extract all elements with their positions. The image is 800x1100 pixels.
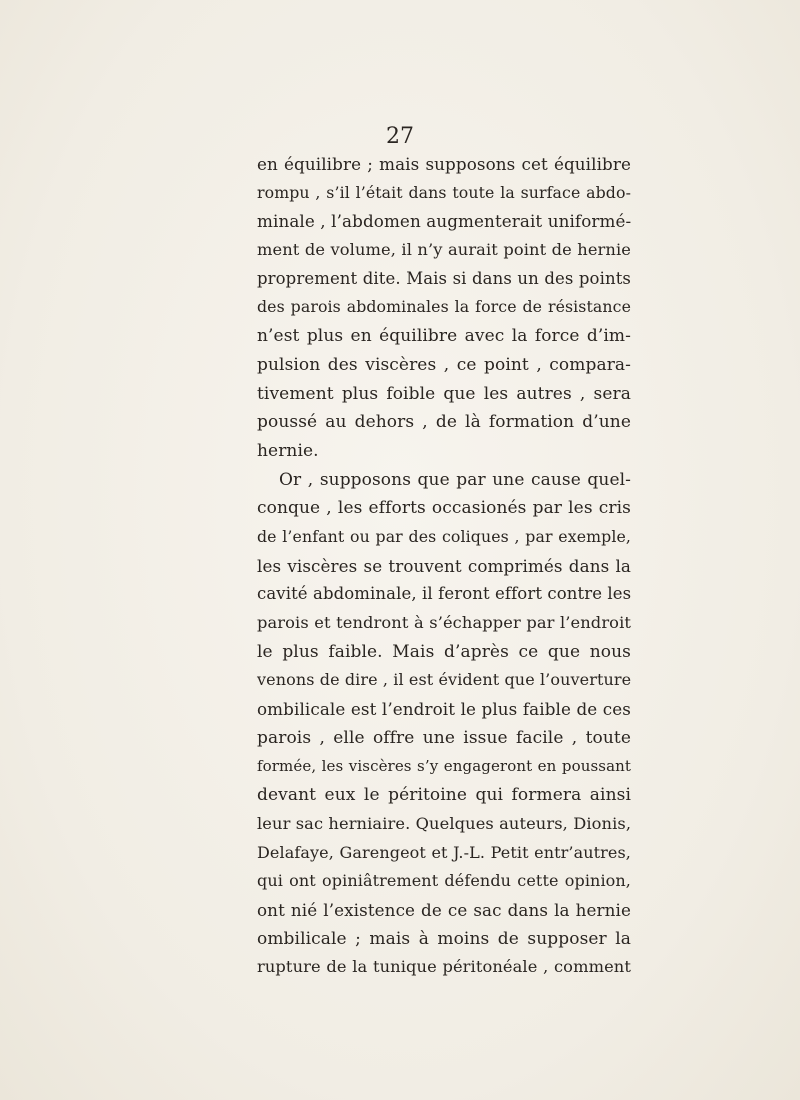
text-line: proprement dite. Mais si dans un des points xyxy=(257,268,631,288)
text-line: pulsion des viscères , ce point , compara- xyxy=(257,354,631,375)
text-line: hernie. xyxy=(257,440,319,461)
text-line: conque , les efforts occasionés par les cris xyxy=(257,498,631,519)
body-text xyxy=(257,150,631,982)
text-line: rupture de la tunique péritonéale , comment xyxy=(257,957,631,977)
text-line: parois , elle offre une issue facile , toute xyxy=(257,727,631,748)
text-line: des parois abdominales la force de résistance xyxy=(257,297,631,317)
page-number: 27 xyxy=(386,124,414,149)
text-line: cavité abdominale, il feront effort contre les xyxy=(257,584,632,604)
text-line: les viscères se trouvent comprimés dans la xyxy=(257,555,631,576)
text-line: minale , l’abdomen augmenterait uniformé- xyxy=(257,211,632,232)
text-line: rompu , s’il l’était dans toute la surface abdo- xyxy=(257,182,631,202)
text-line: ombilicale ; mais à moins de supposer la xyxy=(257,928,631,949)
text-line: en équilibre ; mais supposons cet équilibre xyxy=(257,154,631,174)
text-line: leur sac herniaire. Quelques auteurs, Dionis, xyxy=(257,813,632,833)
text-line: n’est plus en équilibre avec la force d’im- xyxy=(257,326,631,347)
text-line: ombilicale est l’endroit le plus faible de ces xyxy=(257,699,631,720)
text-line: formée, les viscères s’y engageront en poussant xyxy=(257,757,631,776)
text-line: Or , supposons que par une cause quel- xyxy=(279,469,631,490)
text-line: le plus faible. Mais d’après ce que nous xyxy=(257,641,631,662)
text-line: venons de dire , il est évident que l’ouverture xyxy=(257,670,632,690)
text-line: Delafaye, Garengeot et J.-L. Petit entr’autres, xyxy=(257,842,631,862)
text-line: qui ont opiniâtrement défendu cette opinion, xyxy=(257,871,631,891)
text-line: devant eux le péritoine qui formera ainsi xyxy=(257,785,631,806)
text-line: de l’enfant ou par des coliques , par exemple, xyxy=(257,526,631,546)
text-line: tivement plus foible que les autres , sera xyxy=(257,383,631,404)
text-line: ment de volume, il n’y aurait point de hernie xyxy=(257,240,631,260)
text-line: ont nié l’existence de ce sac dans la hernie xyxy=(257,899,631,920)
text-line: parois et tendront à s’échapper par l’endroit xyxy=(257,613,631,632)
text-line: poussé au dehors , de là formation d’une xyxy=(257,412,631,433)
